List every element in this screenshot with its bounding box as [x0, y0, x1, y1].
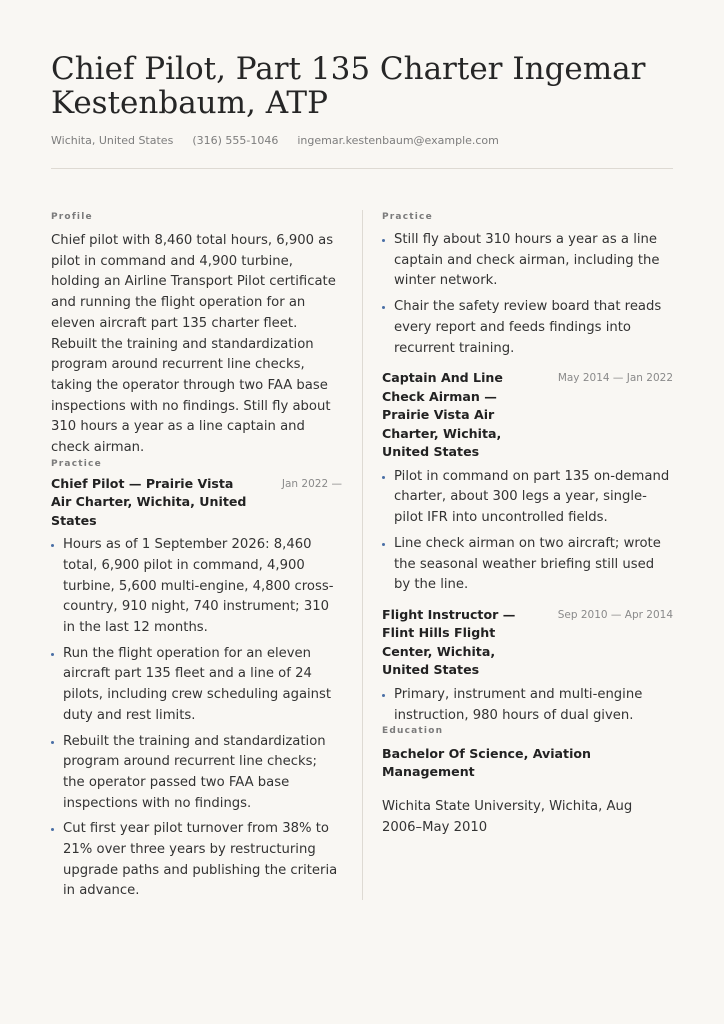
left-column [51, 212, 342, 907]
column-divider [362, 210, 363, 900]
job-bullets [382, 467, 673, 596]
education-heading: Education [382, 726, 444, 737]
job-title: Captain And Line Check Airman — Prairie Vista Air Charter, Wichita, United States [382, 370, 503, 460]
job-header [51, 475, 342, 531]
job-date: Sep 2010 — Apr 2014 [557, 608, 673, 621]
job-bullets [382, 685, 673, 726]
list-item: Run the flight operation for an eleven aircraft part 135 fleet and a line of 24 pilots, including crew scheduling against duty and rest limits. [51, 644, 342, 727]
practice-heading-right: Practice [382, 212, 433, 222]
job-date: May 2014 — Jan 2022 [557, 372, 673, 385]
location-text: Wichita, United States [51, 134, 174, 147]
list-item: Pilot in command on part 135 on-demand charter, about 300 legs a year, single-pilot IFR into uncontrolled fields. [382, 467, 673, 529]
job-header [382, 606, 673, 680]
list-item: Still fly about 310 hours a year as a line captain and check airman, including the winter network. [382, 230, 673, 292]
list-item: Chair the safety review board that reads every report and feeds findings into recurrent training. [382, 297, 673, 359]
job-header [382, 369, 673, 462]
list-item: Primary, instrument and multi-engine instruction, 980 hours of dual given. [382, 685, 673, 726]
list-item: Cut first year pilot turnover from 38% to 21% over three years by restructuring upgrade paths and publishing the criteria in advance. [51, 819, 342, 902]
list-item: Rebuilt the training and standardization program around recurrent line checks; the operator passed two FAA base inspections with no findings. [51, 732, 342, 815]
list-item: Line check airman on two aircraft; wrote the seasonal weather briefing still used by the line. [382, 534, 673, 596]
profile-text: Chief pilot with 8,460 total hours, 6,900 as pilot in command and 4,900 turbine, holding an Airline Transport Pilot certificate and running the flight operation for an eleven aircraft part 135 charter fleet. Rebuilt the training and standardization program around recurrent line checks, taking the operator through two FAA base inspections with no findings. Still fly about 310 hours a year as a line captain and check airman. [51, 233, 336, 456]
page-title: Chief Pilot, Part 135 Charter Ingemar Kestenbaum, ATP [51, 51, 646, 121]
job-title: Chief Pilot — Prairie Vista Air Charter, Wichita, United States [51, 475, 247, 528]
email-text: ingemar.kestenbaum@example.com [297, 134, 499, 147]
phone-text: (316) 555-1046 [192, 134, 279, 147]
profile-heading: Profile [51, 212, 93, 222]
contact-line [51, 134, 673, 147]
job-title: Flight Instructor — Flint Hills Flight Center, Wichita, United States [382, 606, 516, 678]
practice-bullets [382, 230, 673, 359]
job-date: Jan 2022 — [281, 477, 342, 490]
practice-heading-left: Practice [51, 458, 102, 469]
education-degree: Bachelor Of Science, Aviation Management [382, 746, 592, 780]
right-column [382, 212, 673, 839]
header-divider [51, 168, 673, 169]
education-school: Wichita State University, Wichita, Aug 2006–May 2010 [382, 799, 633, 836]
job-bullets [51, 535, 342, 902]
list-item: Hours as of 1 September 2026: 8,460 total, 6,900 pilot in command, 4,900 turbine, 5,600 multi-engine, 4,800 cross-country, 910 night, 740 instrument; 310 in the last 12 months. [51, 535, 342, 639]
